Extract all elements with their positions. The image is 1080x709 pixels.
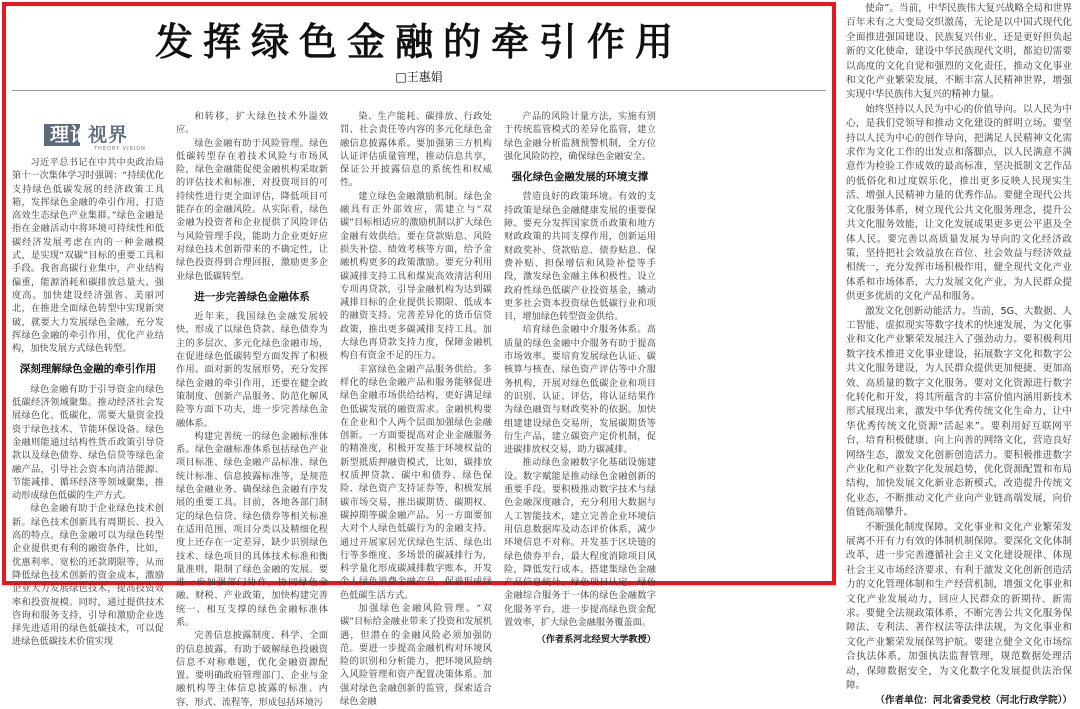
paragraph: 绿色金融有助于企业绿色技术创新。绿色技术创新具有周期长、投入高的特点。绿色金融可以为绿色转型企业提供更有利的融资条件，比如，优惠利率、宽松的还款期限等，从而降低绿色技术创新的资金成本，激励企业大力发展绿色技术，提高投资效率和投资规模。同时，通过提供技术咨询和服务支持，引导和激励企业选择先进适用的绿色低碳技术，可以促进绿色低碳技术价值实现 xyxy=(12,503,164,648)
author-note: （作者系河北经贸大学教授） xyxy=(536,634,656,646)
article-column-2 xyxy=(176,110,328,708)
paragraph: 建立绿色金融激励机制。绿色金融具有正外部效应，需建立与“双碳”目标相适应的激励机制以扩大绿色金融有效供给。要在贷款贴息、风险损失补偿、绩效考核等方面，给予金融机构更多的政策激励。要充分利用碳减排支持工具和煤炭高效清洁利用专项再贷款，引导金融机构为达到碳减排目标的企业提供长期限、低成本的融资支持。完善差异化的货币信贷政策，推出更多碳减排支持工具。加大绿色再贷款支持力度，保障金融机构自有资金不足的压力。 xyxy=(340,190,492,362)
paragraph: 习近平总书记在中共中央政治局第十一次集体学习时强调：“持续优化支持绿色低碳发展的经济政策工具箱，发挥绿色金融的牵引作用，打造高效生态绿色产业集群。”绿色金融是指在金融活动中将环境可持续性和低碳经济发展考虑在内的一种金融模式，是实现“双碳”目标的重要工具和手段。我省高碳行业集中，产业结构偏重，能源消耗和碳排放总量大、强度高。加快建设经济强省、美丽河北，在推进全面绿色转型中实现新突破，就要大力发展绿色金融，充分发挥绿色金融的牵引作用，优化产业结构，加快发展方式绿色转型。 xyxy=(12,157,164,355)
paragraph: 构建完善统一的绿色金融标准体系。绿色金融标准体系包括绿色产业项目标准、绿色金融产品标准、绿色统计标准、信息披露标准等，是规范绿色金融业务、确保绿色金融有序发展的重要工具。目前，各地各部门制定的绿色信贷、绿色债券等相关标准在适用范围、项目分类以及精细化程度上还存在一定差异，缺少识别绿色技术、绿色项目的具体技术标准和衡量准则，限制了绿色金融的发展。要进一步加强部门协作，协同绿色金融、财税、产业政策，加快构建完善统一、相互支撑的绿色金融标准体系。 xyxy=(176,430,328,628)
article-column-4 xyxy=(504,110,656,646)
rubric-main-text: 理论 xyxy=(50,124,91,146)
adjacent-article xyxy=(838,0,1080,706)
section-heading: 强化绿色金融发展的环境支撑 xyxy=(511,171,649,184)
header-divider xyxy=(12,90,826,91)
paragraph: 推动绿色金融数字化基础设施建设。数字赋能是推动绿色金融创新的重要手段。要积极推动数字技术与绿色金融深度融合，充分利用大数据与人工智能技术，建立完善企业环境信用信息数据库及动态评价体系，减少环境信息不对称。开发基于区块链的绿色债券平台，最大程度消除项目风险，降低发行成本。搭建集绿色金融产品信息统计、绿色项目认定、绿色金融综合服务于一体的绿色金融数字化服务平台，进一步提高绿色资金配置效率，扩大绿色金融服务覆盖面。 xyxy=(504,457,656,628)
paragraph: 丰富绿色金融产品服务供给。多样化的绿色金融产品和服务能够促进绿色金融市场供给结构，更好满足绿色低碳发展的融资需求。金融机构要在企业和个人两个层面加强绿色金融创新。一方面要提高对企业金融服务的精准度，积极开发基于环境权益的新型抵质押融资模式，比如，碳排放权质押贷款、碳中和债券、绿色保险、绿色资产支持证券等，积极发展碳市场交易，推出碳期货、碳期权、碳掉期等碳金融产品。另一方面要加大对个人绿色低碳行为的金融支持。通过开展家居光伏绿色生活、绿色出行等多维度、多场景的碳减排行为，科学量化形成碳减排数字账本，开发个人绿色消费金融产品，促进形成绿色低碳生活方式。 xyxy=(340,363,492,601)
article-column-3 xyxy=(340,110,492,708)
paragraph: 始终坚持以人民为中心的价值导向。以人民为中心，是我们党领导和推动文化建设的鲜明立场。要坚持以人民为中心的创作导向，把满足人民精神文化需求作为文化工作的出发点和落脚点，以人民满意不满意作为检验工作成效的最高标准，坚决抵制文艺作品的低俗化和过度娱乐化，推出更多反映人民现实生活、增强人民精神力量的优秀作品。要健全现代公共文化服务体系，树立现代公共文化服务理念，提升公共文化服务效能，让文化发展成果更多更公平惠及全体人民。要完善以高质量发展为导向的文化经济政策，坚持把社会效益放在首位、社会效益与经济效益相统一，充分发挥市场积极作用，健全现代文化产业体系和市场体系，大力发展文化产业，为人民群众提供更多优质的文化产品和服务。 xyxy=(846,103,1072,303)
paragraph: 培育绿色金融中介服务体系。高质量的绿色金融中介服务有助于提高市场效率。要培育发展绿色认证、碳核算与核查、绿色资产评估等中介服务机构，开展对绿色低碳企业和项目的识别、认证、评估，将认证结果作为绿色融资与财政奖补的依据。加快组建建设绿色交易所，发展碳期货等衍生产品，建立碳资产定价机制，促进碳排放权交易，助力碳减排。 xyxy=(504,324,656,456)
paragraph: 完善信息披露制度、科学、全面的信息披露，有助于破解绿色投融资信息不对称难题，优化金融资源配置。要明确政府管理部门、企业与金融机构等主体信息披露的标准、内容、形式、流程等，形成包括环境污 xyxy=(176,630,328,708)
paragraph: 加强绿色金融风险管理。“双碳”目标给金融业带来了投资和发展机遇，但潜在的金融风险必须加强防范。要进一步提高金融机构对环境风险的识别和分析能力，把环境风险纳入风险管理和资产配置决策体系。加强对绿色金融创新的监管，探索适合绿色金融 xyxy=(340,602,492,708)
featured-article xyxy=(2,2,836,708)
rubric-english-text: THEORY VISION xyxy=(94,146,146,152)
paragraph: 不断强化制度保障。文化事业和文化产业繁荣发展离不开有力有效的体制机制保障。要深化文化体制改革，进一步完善遵循社会主义文化建设规律、体现社会主义市场经济要求、有利于激发文化创新创造活力的文化管理体制和生产经营机制，增强文化事业和文化产业发展动力，回应人民群众的新期待、新需求。要健全法规政策体系，不断完善公共文化服务保障法、专利法、著作权法等法律法规，为文化事业和文化产业繁荣发展保驾护航。要建立健全文化市场综合执法体系，加强执法监督管理，规范数据处理活动，保障数据安全，为文化数字化发展提供法治保障。 xyxy=(846,521,1072,692)
paragraph: 绿色金融有助于风险管理。绿色低碳转型存在着技术风险与市场风险，绿色金融能促使金融机构采取新的评估技术和标准，对投资项目的可持续性进行更全面评估，降低项目可能存在的金融风险。从实际看，绿色金融为投资者和企业提供了风险评估与风险管理手段，能助力企业更好应对绿色技术创新带来的不确定性，让绿色投资得到合理回报，激励更多企业绿色低碳转型。 xyxy=(176,137,328,282)
paragraph: 染、生产能耗、碳排放、行政处罚、社会责任等内容的多元化绿色金融信息披露体系。要加强第三方机构认证评估质量管理，推动信息共享，保证公开披露信息的系统性和权威性。 xyxy=(340,111,492,189)
article-headline: 发挥绿色金融的牵引作用 xyxy=(154,19,683,64)
article-byline: □王惠娟 xyxy=(395,70,443,84)
paragraph: 近年来，我国绿色金融发展较快，形成了以绿色贷款、绿色债券为主的多层次、多元化绿色金融市场，在促进绿色低碳转型方面发挥了积极作用。面对新的发展形势，充分发挥绿色金融的牵引作用，还要在健全政策制度、创新产品服务、防范化解风险等方面下功夫，进一步完善绿色金融体系。 xyxy=(176,311,328,429)
paragraph: 和转移，扩大绿色技术外溢效应。 xyxy=(176,111,328,136)
paragraph: 激发文化创新动能活力。当前，5G、大数据、人工智能、虚拟现实等数字技术的快速发展，为文化事业和文化产业繁荣发展注入了强劲动力。要积极利用数字技术推进文化事业建设，拓展数字文化和数字公共文化服务建设，为人民群众提供更加便捷、更加高效、高质量的数字文化服务。要对文化资源进行数字化转化和开发，将其所蕴含的丰富价值内涵用新技术形式展现出来，激发中华优秀传统文化生命力，让中华优秀传统文化资源“活起来”。要利用好互联网平台，培育积极健康、向上向善的网络文化，营造良好网络生态，激发文化创新创造活力。要积极推进数字产业化和产业数字化发展趋势，优化资源配置和布局结构，加快发展文化新业态新模式，改造提升传统文化业态，不断推动文化产业向产业链高端发展，向价值链高端攀升。 xyxy=(846,305,1072,519)
section-heading: 深刻理解绿色金融的牵引作用 xyxy=(19,363,157,376)
rubric-sub-text: 视界 xyxy=(88,124,129,146)
column-rubric xyxy=(16,118,166,152)
paragraph: 营造良好的政策环境。有效的支持政策是绿色金融健康发展的重要保障。要充分发挥国家货币政策和地方财政政策的共同支撑作用，创新运用财政奖补、贷款贴息、债券贴息、保费补贴、担保增信和风险补偿等手段，激发绿色金融主体积极性。设立政府性绿色低碳产业投资基金，撬动更多社会资本投资绿色低碳行业和项目，增加绿色转型资金供给。 xyxy=(504,191,656,323)
paragraph: 产品的风险计量方法，实施有别于传统监管模式的差异化监管，建立绿色金融分析监测预警机制，全方位强化风险防控，确保绿色金融安全。 xyxy=(504,111,656,162)
author-unit: （作者单位：河北省委党校（河北行政学院）） xyxy=(875,694,1072,706)
article-column-1 xyxy=(12,156,164,648)
paragraph: 绿色金融有助于引导资金向绿色低碳经济领域聚集。推动经济社会发展绿色化、低碳化，需要大量资金投资于绿色技术、节能环保设备。绿色金融则能通过结构性货币政策引导贷款以及绿色债券、绿色信贷等绿色金融产品，引导社会资本向清洁能源、节能减排、循环经济等领域聚集，推动形成绿色低碳的生产方式。 xyxy=(12,383,164,502)
section-heading: 进一步完善绿色金融体系 xyxy=(194,290,310,303)
paragraph: 使命”。当前，中华民族伟大复兴战略全局和世界百年未有之大变局交织激荡，无论是以中国式现代化全面推进强国建设、民族复兴伟业，还是更好担负起新的文化使命，建设中华民族现代文明，都迫切需要以高度的文化自觉和强烈的文化责任，推动文化事业和文化产业繁荣发展，不断丰富人民精神世界，增强实现中华民族伟大复兴的精神力量。 xyxy=(846,3,1072,101)
